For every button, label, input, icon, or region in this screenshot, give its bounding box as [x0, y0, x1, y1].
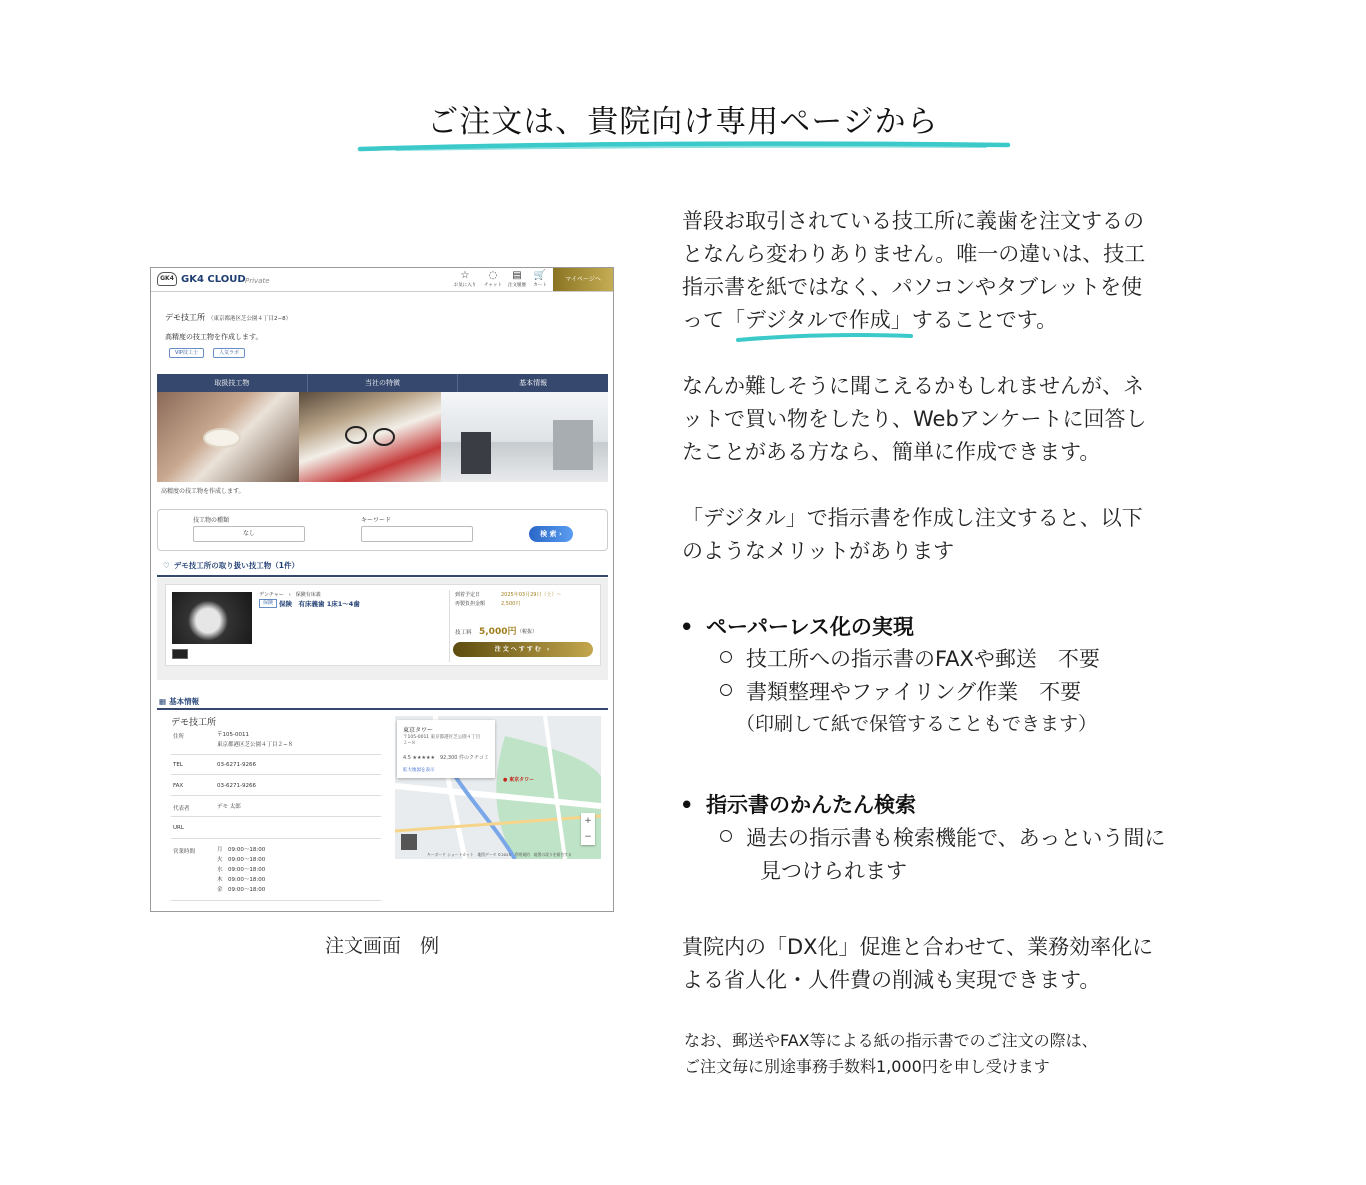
keyword-input[interactable] [361, 526, 473, 542]
info-value [217, 845, 265, 895]
info-value: 03-6271-9266 [217, 783, 256, 789]
basic-info-section-title [159, 696, 199, 707]
nav-cart[interactable] [528, 270, 552, 288]
lab-description: 高精度の技工物を作成します。 [165, 333, 263, 341]
nav-label: お気に入り [453, 283, 477, 288]
mypage-button[interactable]: マイページへ [553, 268, 613, 291]
intro-paragraph [682, 205, 1145, 337]
intro-line: となんら変わりありません。唯一の違いは、技工 [682, 242, 1146, 266]
tab-products[interactable]: 取扱技工物 [157, 374, 308, 392]
zoom-out-icon[interactable]: − [584, 832, 592, 842]
product-price: 5,000円 [479, 627, 517, 637]
map-place-name: 東京タワー [403, 727, 434, 734]
map-address-line: ２−８ [403, 741, 416, 746]
circle-bullet-icon [720, 651, 732, 663]
product-thumbnail[interactable] [172, 649, 188, 659]
info-lab-name: デモ技工所 [171, 718, 217, 728]
info-label: 営業時間 [173, 849, 196, 855]
info-value: デモ 太郎 [217, 804, 241, 810]
photo-xray-glasses [299, 392, 441, 482]
info-label: 住所 [173, 734, 185, 740]
info-value-line: 東京都港区芝公園４丁目２−８ [217, 742, 294, 748]
footnote-line: ご注文毎に別途事務手数料1,000円を申し受けます [684, 1057, 1050, 1076]
lab-equipment-shape [553, 420, 593, 470]
merit-sub-continuation: 見つけられます [760, 859, 907, 883]
proceed-to-order-button[interactable]: 注文へすすむ › [453, 642, 593, 657]
section-rule [157, 708, 608, 710]
map-rating: 4.5 ★★★★★ 92,300 件のクチコミ [403, 755, 489, 761]
info-row-rule [171, 795, 381, 796]
footnote-line: なお、郵送やFAX等による紙の指示書でのご注文の際は、 [684, 1031, 1098, 1050]
product-type-select[interactable]: なし [193, 526, 305, 542]
map-footer: キーボード ショートカット 地図データ ©2025 利用規約 地図の誤りを報告する [427, 852, 572, 857]
map-pin-label: 東京タワー [509, 777, 535, 783]
delivery-value: 2025年03月29日（土）〜 [501, 592, 562, 598]
lab-chair-shape [461, 432, 491, 474]
denture-shape [203, 428, 241, 448]
intro-line: 指示書を紙ではなく、パソコンやタブレットを使 [682, 275, 1143, 299]
cloud-logo-icon: GK4 [157, 272, 177, 286]
merit-intro-line: のようなメリットがあります [682, 539, 955, 563]
merit-sub-text: 書類整理やファイリング作業 不要 [746, 680, 1082, 704]
products-section-title-text: デモ技工所の取り扱い技工物（1件） [173, 561, 299, 570]
lab-name-text: デモ技工所 [165, 313, 205, 322]
dx-line: 貴院内の「DX化」促進と合わせて、業務効率化に [682, 935, 1154, 959]
intro-line-last [682, 304, 1145, 337]
merit-sub-item [720, 643, 1100, 676]
photo-denture-hand [157, 392, 299, 482]
intro-suffix: 」することです。 [890, 308, 1058, 332]
map-pin-icon: ● [503, 777, 508, 783]
info-value: 03-6271-9266 [217, 762, 256, 768]
merit-sub-text: 技工所への指示書のFAXや郵送 不要 [746, 647, 1100, 671]
info-label: FAX [173, 783, 184, 789]
chat-icon: ◌ [488, 270, 498, 281]
intro-line: 普段お取引されている技工所に義歯を注文するの [682, 209, 1144, 233]
merit-note: （印刷して紙で保管することもできます） [736, 713, 1098, 735]
product-category: デンチャー › 保険有床義 [259, 592, 321, 598]
merit-sub-item [720, 822, 1165, 855]
products-section-title [163, 560, 299, 571]
highlight-underline-brush [735, 330, 913, 344]
product-name[interactable]: 保険 有床義歯 1床1〜4歯 [279, 600, 360, 608]
screenshot-caption: 注文画面 例 [324, 935, 439, 957]
info-row-rule [171, 774, 381, 775]
tag-badge: 人気ラボ [213, 348, 245, 358]
info-value-line: 〒105-0011 [217, 732, 249, 738]
search-type-label: 技工物の種類 [193, 517, 230, 524]
app-logo-script: Private [245, 277, 270, 285]
map-place-address [403, 735, 480, 747]
merit-title-paperless: • ペーパーレス化の実現 [680, 611, 914, 641]
intro-prefix: って「 [682, 308, 745, 332]
lab-tabs [157, 374, 608, 392]
delivery-label: 到着予定日 [455, 592, 481, 598]
hours-line: 水 09:00〜18:00 [217, 867, 266, 873]
info-label: URL [173, 825, 184, 831]
info-row-rule [171, 816, 381, 817]
lab-name [165, 312, 291, 323]
dx-line: よる省人化・人件費の削減も実現できます。 [682, 968, 1101, 992]
merit-title-search: • 指示書のかんたん検索 [680, 789, 916, 819]
title-underline-brush [356, 138, 1012, 154]
tab-basic-info[interactable]: 基本情報 [519, 379, 548, 387]
info-label: 代表者 [173, 806, 190, 812]
product-image[interactable] [172, 592, 252, 644]
info-row-rule [171, 900, 381, 901]
remake-fee-value: 2,500円 [501, 601, 521, 607]
nav-favorites[interactable] [453, 270, 477, 288]
insurance-badge: 保険 [259, 599, 277, 608]
basic-info-section-title-text: 基本情報 [169, 697, 200, 706]
merit-sub-text: 過去の指示書も検索機能で、あっという間に [746, 826, 1166, 850]
ease-line: たことがある方なら、簡単に作成できます。 [682, 440, 1101, 464]
search-keyword-label: キーワード [361, 517, 392, 524]
merit-intro-paragraph [682, 502, 1143, 568]
tag-badge: VIP技工士 [169, 348, 204, 358]
dx-paragraph [682, 931, 1153, 997]
nav-label: チャット [484, 283, 502, 288]
nav-label: 注文履歴 [508, 283, 526, 288]
tooth-icon: ♡ [163, 561, 170, 570]
tab-features[interactable]: 当社の特徴 [308, 374, 459, 392]
info-row-rule [171, 838, 381, 839]
page-title: ご注文は、貴院向け専用ページから [427, 104, 939, 140]
ease-line: なんか難しそうに聞こえるかもしれませんが、ネ [682, 374, 1144, 398]
map-zoom-control[interactable] [581, 813, 595, 845]
info-row-rule [171, 754, 381, 755]
ease-line: ットで買い物をしたり、Webアンケートに回答し [682, 407, 1147, 431]
map-pin[interactable] [503, 776, 534, 783]
photo-caption: 高精度の技工物を作成します。 [161, 488, 245, 495]
app-logo[interactable]: GK4 CLOUD [181, 274, 246, 285]
zoom-in-icon[interactable]: + [584, 816, 592, 826]
map-address-line: 〒105-0011 東京都港区芝公園４丁目 [403, 735, 481, 740]
nav-order-history[interactable] [505, 270, 529, 288]
building-icon: ▦ [159, 697, 167, 706]
star-icon: ☆ [460, 270, 470, 281]
lab-address: （東京都港区芝公園４丁目2−8） [208, 316, 292, 322]
digital-highlight [745, 304, 891, 337]
glasses-lens [373, 428, 395, 446]
nav-label: カート [533, 283, 547, 288]
product-divider [449, 590, 450, 662]
cart-icon: 🛒 [533, 270, 547, 281]
remake-fee-label: 再製負担金額 [455, 601, 486, 607]
price-tax-note: （税抜） [517, 629, 538, 635]
ease-paragraph [682, 370, 1147, 469]
document-icon: ▤ [512, 270, 522, 281]
order-screen-screenshot [150, 267, 614, 912]
hours-line: 木 09:00〜18:00 [217, 877, 266, 883]
photo-lab-room [441, 392, 608, 482]
section-rule [157, 575, 608, 577]
circle-bullet-icon [720, 830, 732, 842]
price-label: 技工料 [455, 630, 472, 636]
merit-sub-item [720, 676, 1081, 709]
fee-footnote [684, 1028, 1098, 1080]
glasses-lens [345, 426, 367, 444]
info-label: TEL [173, 762, 183, 768]
digital-highlight-text: デジタルで作成 [745, 308, 891, 332]
hours-line: 月 09:00〜18:00 [217, 847, 266, 853]
hours-line: 金 09:00〜18:00 [217, 887, 266, 893]
search-button[interactable]: 検 索 › [529, 526, 573, 542]
info-value [217, 730, 293, 750]
merit-intro-line: 「デジタル」で指示書を作成し注文すると、以下 [682, 506, 1143, 530]
circle-bullet-icon [720, 684, 732, 696]
nav-chat[interactable] [481, 270, 505, 288]
map-enlarge-link[interactable]: 拡大地図を表示 [403, 768, 435, 773]
hours-line: 火 09:00〜18:00 [217, 857, 266, 863]
